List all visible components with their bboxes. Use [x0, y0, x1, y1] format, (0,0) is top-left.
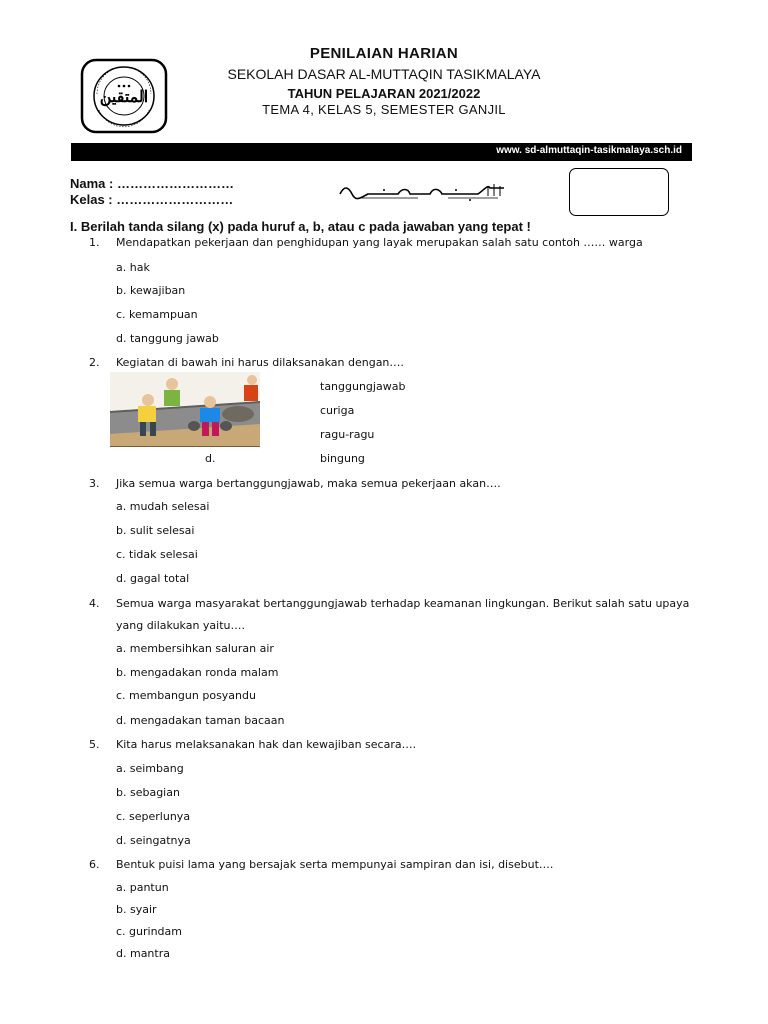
- question-text: Bentuk puisi lama yang bersajak serta mempunyai sampiran dan isi, disebut….: [116, 858, 554, 871]
- option-c[interactable]: ragu-ragu: [320, 428, 375, 441]
- option-a[interactable]: a. seimbang: [116, 762, 184, 775]
- option-b[interactable]: b. syair: [116, 903, 157, 916]
- school-name: SEKOLAH DASAR AL-MUTTAQIN TASIKMALAYA: [227, 66, 541, 82]
- option-b[interactable]: b. sulit selesai: [116, 524, 195, 537]
- question-number: 1.: [89, 236, 100, 249]
- option-d[interactable]: bingung: [320, 452, 365, 465]
- option-c[interactable]: c. seperlunya: [116, 810, 191, 823]
- question-text: Semua warga masyarakat bertanggungjawab terhadap keamanan lingkungan. Berikut salah satu upaya: [116, 597, 690, 610]
- option-b[interactable]: curiga: [320, 404, 355, 417]
- question-number: 2.: [89, 356, 100, 369]
- option-b[interactable]: b. sebagian: [116, 786, 180, 799]
- gotong-royong-illustration: [110, 372, 260, 447]
- option-a[interactable]: tanggungjawab: [320, 380, 406, 393]
- option-d[interactable]: d. seingatnya: [116, 834, 191, 847]
- option-c[interactable]: c. tidak selesai: [116, 548, 198, 561]
- option-a[interactable]: a. hak: [116, 261, 150, 274]
- score-box: [569, 168, 669, 216]
- option-d[interactable]: d. tanggung jawab: [116, 332, 219, 345]
- question-text: Jika semua warga bertanggungjawab, maka semua pekerjaan akan….: [116, 477, 501, 490]
- page-title: PENILAIAN HARIAN: [309, 45, 459, 62]
- option-c[interactable]: c. gurindam: [116, 925, 182, 938]
- question-text: Kita harus melaksanakan hak dan kewajiban secara….: [116, 738, 417, 751]
- question-number: 6.: [89, 858, 100, 871]
- school-logo: [80, 58, 168, 134]
- nama-field[interactable]: Nama : ………………………: [70, 176, 234, 191]
- theme-class-semester: TEMA 4, KELAS 5, SEMESTER GANJIL: [262, 102, 506, 117]
- question-text: Mendapatkan pekerjaan dan penghidupan yang layak merupakan salah satu contoh …… warga: [116, 236, 643, 249]
- option-d[interactable]: d. mantra: [116, 947, 170, 960]
- option-a[interactable]: a. mudah selesai: [116, 500, 210, 513]
- option-b[interactable]: b. kewajiban: [116, 284, 186, 297]
- website-bar: [71, 143, 692, 161]
- section-instruction: I. Berilah tanda silang (x) pada huruf a, b, atau c pada jawaban yang tepat !: [70, 219, 531, 234]
- option-d[interactable]: d. gagal total: [116, 572, 190, 585]
- svg-text:المتقين: المتقين: [99, 87, 149, 106]
- question-text-continued: yang dilakukan yaitu….: [116, 619, 246, 632]
- option-b[interactable]: b. mengadakan ronda malam: [116, 666, 279, 679]
- school-year: TAHUN PELAJARAN 2021/2022: [287, 86, 481, 101]
- question-text: Kegiatan di bawah ini harus dilaksanakan dengan….: [116, 356, 404, 369]
- option-a[interactable]: a. pantun: [116, 881, 169, 894]
- question-number: 5.: [89, 738, 100, 751]
- option-d[interactable]: d. mengadakan taman bacaan: [116, 714, 285, 727]
- option-d-label: d.: [205, 452, 216, 465]
- basmalah-calligraphy: [338, 182, 506, 204]
- option-c[interactable]: c. kemampuan: [116, 308, 198, 321]
- option-a[interactable]: a. membersihkan saluran air: [116, 642, 274, 655]
- option-c[interactable]: c. membangun posyandu: [116, 689, 256, 702]
- kelas-field[interactable]: Kelas : ………………………: [70, 192, 234, 207]
- website-link[interactable]: www. sd-almuttaqin-tasikmalaya.sch.id: [496, 145, 682, 156]
- question-number: 4.: [89, 597, 100, 610]
- question-number: 3.: [89, 477, 100, 490]
